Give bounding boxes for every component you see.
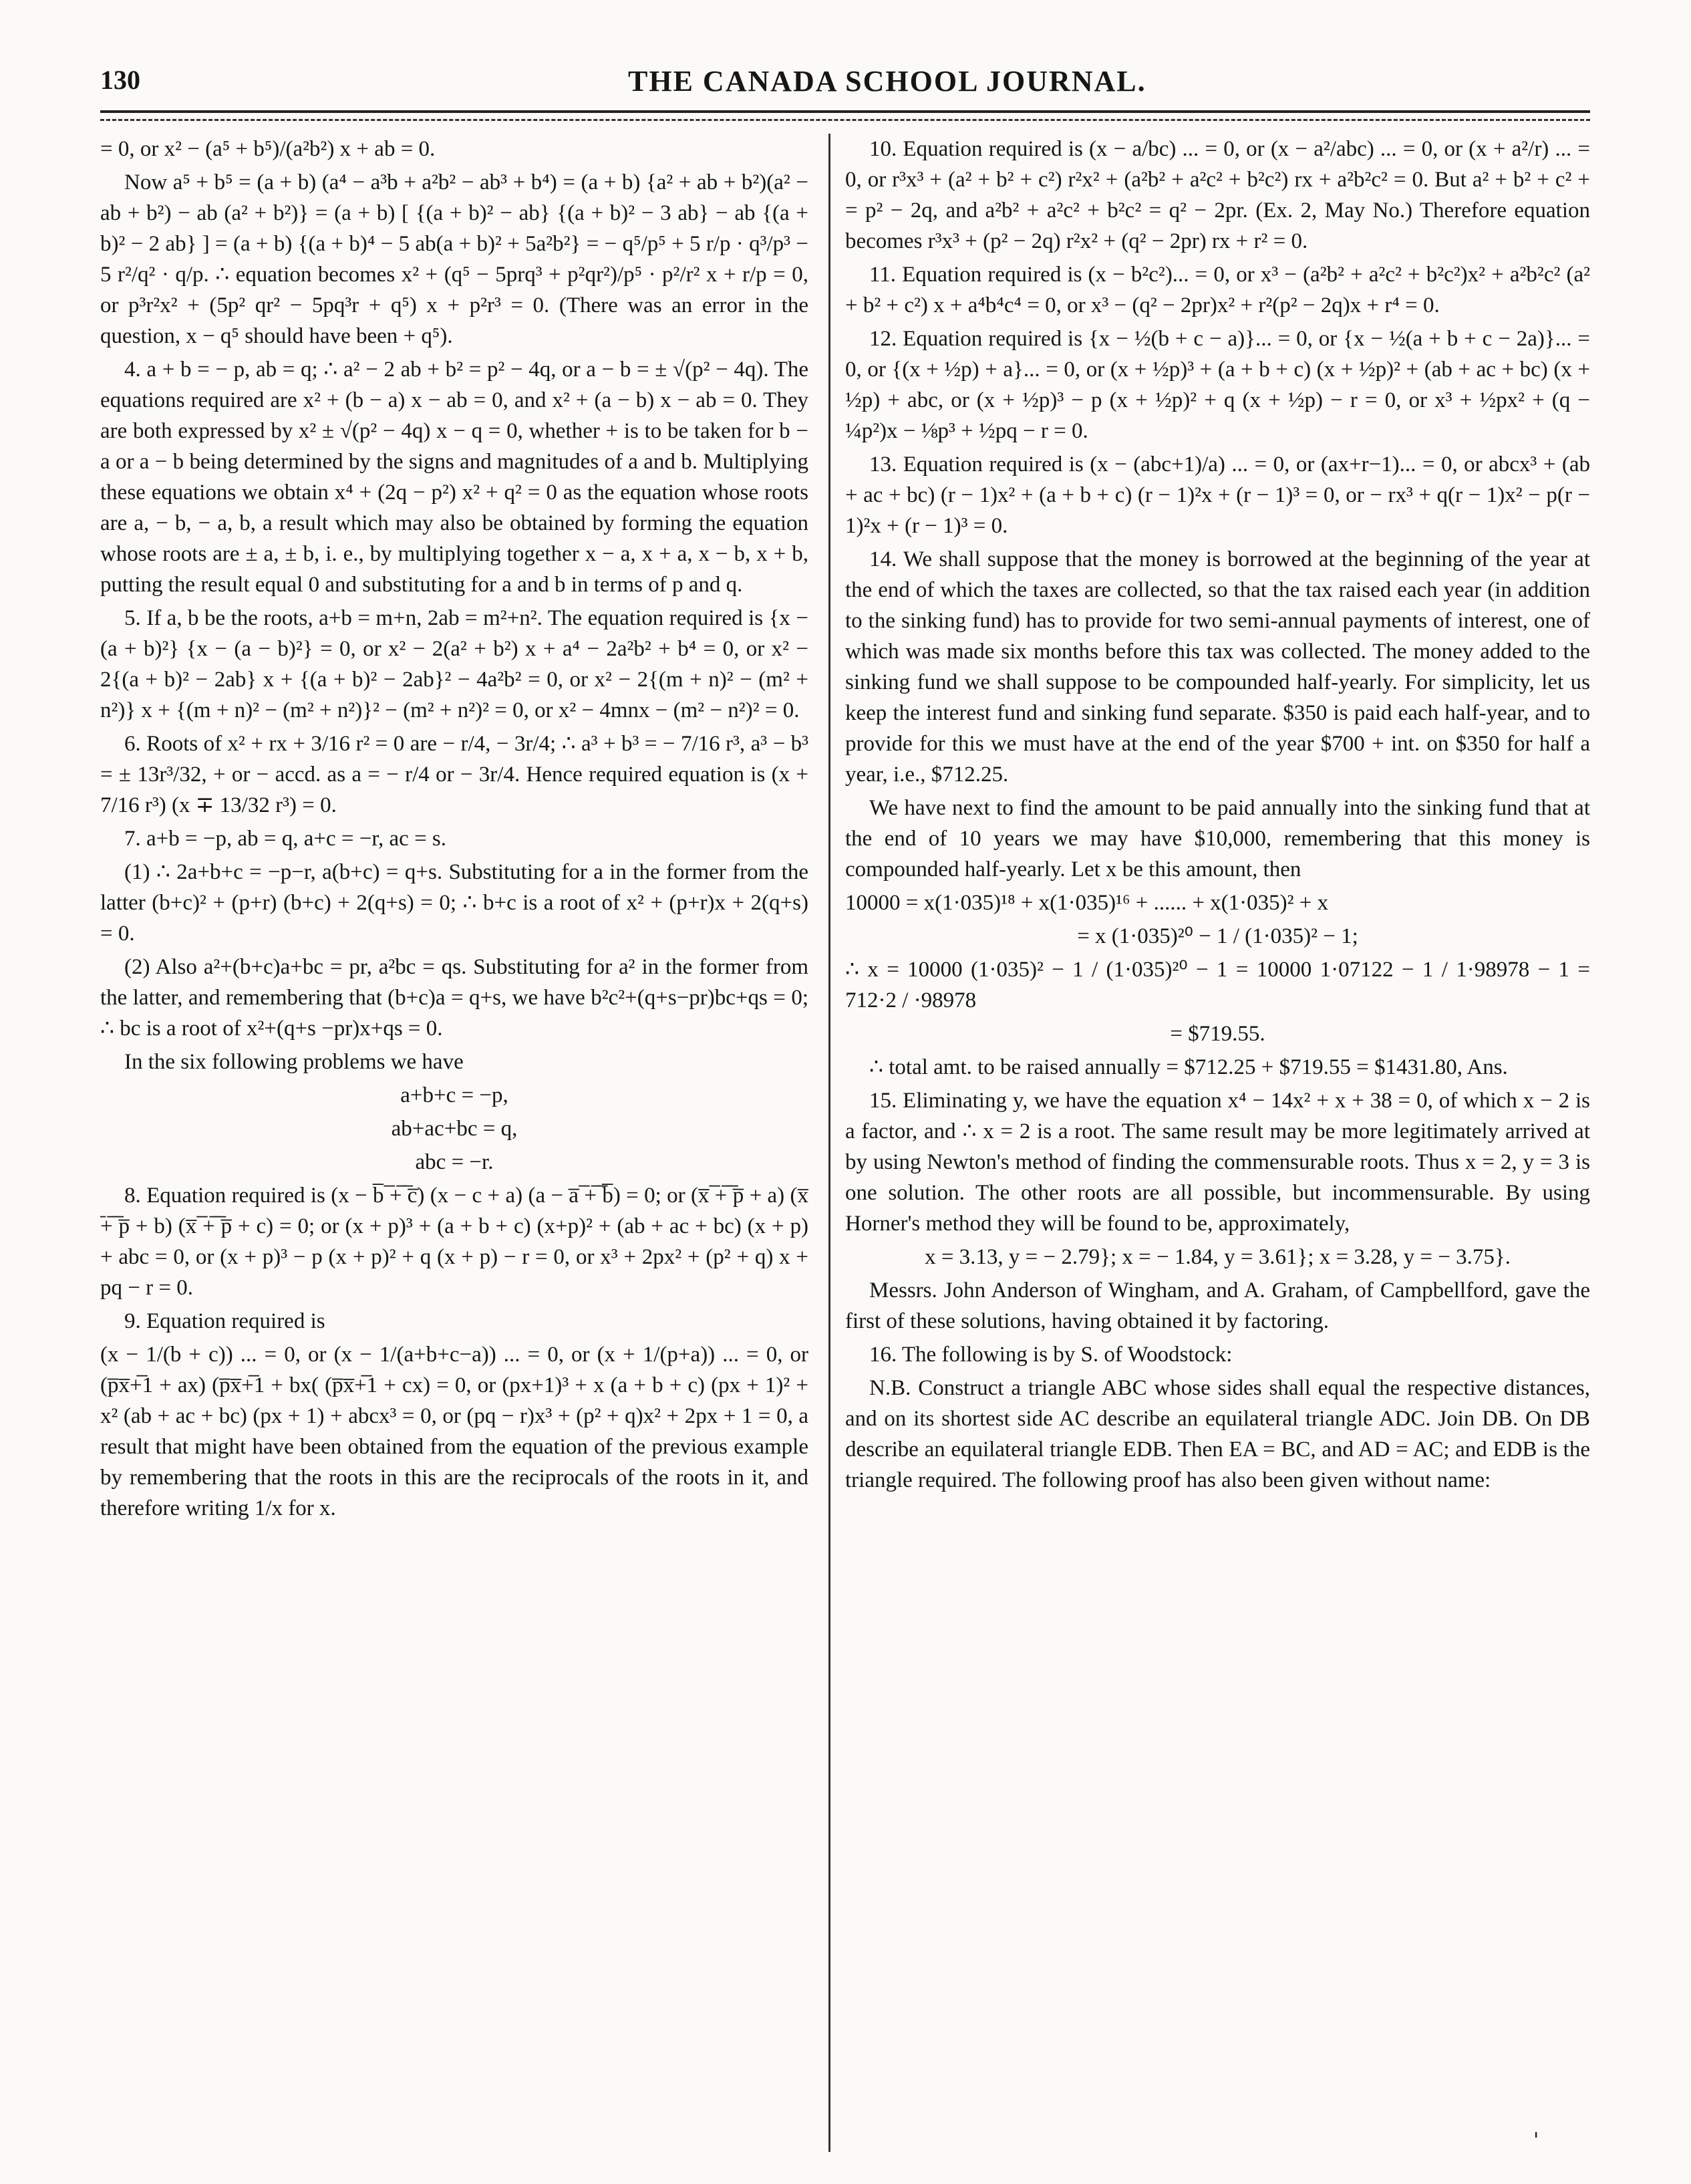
paragraph: 7. a+b = −p, ab = q, a+c = −r, ac = s. bbox=[124, 827, 447, 851]
equation-line: a+b+c = −p, bbox=[400, 1083, 508, 1107]
paragraph: (2) Also a²+(b+c)a+bc = pr, a²bc = qs. Substituting for a² in the former from the latter, and remembering that (b+c)a = q+s, we have b²c²+(q+s−pr)bc+qs = 0; ∴ bc is a root of x²+(q+s −pr)x+qs = 0. bbox=[100, 955, 808, 1041]
page-number: 130 bbox=[100, 65, 140, 95]
left-column bbox=[100, 134, 808, 2152]
paragraph: (1) ∴ 2a+b+c = −p−r, a(b+c) = q+s. Substituting for a in the former from the latter (b+c)² + (p+r) (b+c) + 2(q+s) = 0; ∴ b+c is a root of x² + (p+r)x + 2(q+s) = 0. bbox=[100, 860, 808, 946]
paragraph: We have next to find the amount to be paid annually into the sinking fund that at the end of 10 years we may have $10,000, remembering that this money is compounded half-yearly. Let x be this amount, then bbox=[845, 796, 1590, 881]
paragraph: N.B. Construct a triangle ABC whose sides shall equal the respective distances, and on its shortest side AC describe an equilateral triangle ADC. Join DB. On DB describe an equilateral triangle EDB. Then EA = BC, and AD = AC; and EDB is the triangle required. The following proof has also been given without name: bbox=[845, 1376, 1590, 1492]
header-rule bbox=[100, 110, 1590, 113]
header-dashed-rule bbox=[100, 119, 1590, 121]
equation-line: ∴ x = 10000 (1·035)² − 1 / (1·035)²⁰ − 1 = 10000 1·07122 − 1 / 1·98978 − 1 = 712·2 / ·98978 bbox=[845, 958, 1590, 1012]
right-column bbox=[845, 134, 1590, 2152]
paragraph: In the six following problems we have bbox=[124, 1050, 464, 1074]
paragraph: (x − 1/(b + c)) ... = 0, or (x − 1/(a+b+c−a)) ... = 0, or (x + 1/(p+a)) ... = 0, or (p̅x̅+̅1 + ax) (p̅x̅+̅1 + bx( (p̅x̅+̅1 + cx) = 0, or (px+1)³ + x (a + b + c) (px + 1)² + x² (ab + ac + bc) (px + 1) + abcx³ = 0, or (pq − r)x³ + (p² + q)x² + 2px + 1 = 0, a result that might have been obtained from the equation of the previous example by remembering that the roots in this are the reciprocals of the roots in it, and therefore writing 1/x for x. bbox=[100, 1343, 808, 1520]
paragraph: 4. a + b = − p, ab = q; ∴ a² − 2 ab + b² = p² − 4q, or a − b = ± √(p² − 4q). The equations required are x² + (b − a) x − ab = 0, and x² + (a − b) x − ab = 0. They are both expressed by x² ± √(p² − 4q) x − q = 0, whether + is to be taken for b − a or a − b being determined by the signs and magnitudes of a and b. Multiplying these equations we obtain x⁴ + (2q − p²) x² + q² = 0 as the equation whose roots are a, − b, − a, b, a result which may also be obtained by forming the equation whose roots are ± a, ± b, i. e., by multiplying together x − a, x + a, x − b, x + b, putting the result equal 0 and substituting for a and b in terms of p and q. bbox=[100, 358, 808, 597]
paragraph: 12. Equation required is {x − ½(b + c − a)}... = 0, or {x − ½(a + b + c − 2a)}... = 0, or {(x + ½p) + a}... = 0, or (x + ½p)³ + (a + b + c) (x + ½p)² + (ab + ac + bc) (x + ½p) + abc, or (x + ½p)³ − p (x + ½p)² + q (x + ½p) − r = 0, or x³ + ½px² + (q − ¼p²)x − ⅛p³ + ½pq − r = 0. bbox=[845, 327, 1590, 443]
paragraph: 15. Eliminating y, we have the equation x⁴ − 14x² + x + 38 = 0, of which x − 2 is a factor, and ∴ x = 2 is a root. The same result may be more legitimately arrived at by using Newton's method of finding the commensurable roots. Thus x = 2, y = 3 is one solution. The other roots are all possible, but incommensurable. By using Horner's method they will be found to be, approximately, bbox=[845, 1089, 1590, 1236]
footer-mark: ' bbox=[1533, 2129, 1539, 2152]
journal-title: THE CANADA SCHOOL JOURNAL. bbox=[628, 65, 1146, 98]
paragraph: Now a⁵ + b⁵ = (a + b) (a⁴ − a³b + a²b² − ab³ + b⁴) = (a + b) {a² + ab + b²)(a² − ab + b²) − ab (a² + b²)} = (a + b) [ {(a + b)² − ab} {(a + b)² − 3 ab} − ab {(a + b)² − 2 ab} ] = (a + b) {(a + b)⁴ − 5 ab(a + b)² + 5a²b²} = − q⁵/p⁵ + 5 r/p · q³/p³ − 5 r²/q² · q/p. ∴ equation becomes x² + (q⁵ − 5prq³ + p²qr²)/p⁵ · p²/r² x + r/p = 0, or p³r²x² + (5p² qr² − 5pq³r + q⁵) x + p²r³ = 0. (There was an error in the question, x − q⁵ should have been + q⁵). bbox=[100, 170, 808, 348]
paragraph: 9. Equation required is bbox=[124, 1309, 325, 1333]
paragraph: 13. Equation required is (x − (abc+1)/a) ... = 0, or (ax+r−1)... = 0, or abcx³ + (ab + ac + bc) (r − 1)x² + (a + b + c) (r − 1)²x + (r − 1)³ = 0, or − rx³ + q(r − 1)x² − p(r − 1)²x + (r − 1)³ = 0. bbox=[845, 452, 1590, 538]
paragraph: 5. If a, b be the roots, a+b = m+n, 2ab = m²+n². The equation required is {x − (a + b)²} {x − (a − b)²} = 0, or x² − 2(a² + b²) x + a⁴ − 2a²b² + b⁴ = 0, or x² − 2{(a + b)² − 2ab} x + {(a + b)² − 2ab}² − 4a²b² = 0, or x² − 2{(m + n)² − (m² + n²)} x + {(m + n)² − (m² + n²)}² − (m² + n²)² = 0, or x² − 4mnx − (m² − n²)² = 0. bbox=[100, 606, 808, 722]
column-divider bbox=[828, 134, 830, 2152]
paragraph: 14. We shall suppose that the money is borrowed at the beginning of the year at the end of which the taxes are collected, so that the tax raised each year (in addition to the sinking fund) has to provide for two semi-annual payments of interest, one of which was made six months before this tax was collected. The money added to the sinking fund we shall suppose to be compounded half-yearly. For simplicity, let us keep the interest fund and sinking fund separate. $350 is paid each half-year, and to provide for this we must have at the end of the year $700 + int. on $350 for half a year, i.e., $712.25. bbox=[845, 547, 1590, 787]
paragraph: 6. Roots of x² + rx + 3/16 r² = 0 are − r/4, − 3r/4; ∴ a³ + b³ = − 7/16 r³, a³ − b³ = ± 13r³/32, + or − accd. as a = − r/4 or − 3r/4. Hence required equation is (x + 7/16 r³) (x ∓ 13/32 r³) = 0. bbox=[100, 732, 808, 817]
paragraph: 11. Equation required is (x − b²c²)... = 0, or x³ − (a²b² + a²c² + b²c²)x² + a²b²c² (a² + b² + c²) x + a⁴b⁴c⁴ = 0, or x³ − (q² − 2pr)x² + r²(p² − 2q)x + r⁴ = 0. bbox=[845, 263, 1590, 317]
paragraph: ∴ total amt. to be raised annually = $712.25 + $719.55 = $1431.80, Ans. bbox=[869, 1055, 1508, 1079]
paragraph: = 0, or x² − (a⁵ + b⁵)/(a²b²) x + ab = 0. bbox=[100, 137, 436, 161]
paragraph: Messrs. John Anderson of Wingham, and A. Graham, of Campbellford, gave the first of these solutions, having obtained it by factoring. bbox=[845, 1278, 1590, 1333]
equation-line: 10000 = x(1·035)¹⁸ + x(1·035)¹⁶ + ...... + x(1·035)² + x bbox=[845, 891, 1329, 915]
equation-line: = x (1·035)²⁰ − 1 / (1·035)² − 1; bbox=[1077, 924, 1358, 948]
equation-line: ab+ac+bc = q, bbox=[391, 1117, 518, 1141]
paragraph: 16. The following is by S. of Woodstock: bbox=[869, 1343, 1233, 1367]
paragraph: 10. Equation required is (x − a/bc) ... = 0, or (x − a²/abc) ... = 0, or (x + a²/r) ... = 0, or r³x³ + (a² + b² + c²) r²x² + (a²b² + a²c² + b²c²) rx + a²b²c² = 0. But a² + b² + c² + = p² − 2q, and a²b² + a²c² + b²c² = q² − 2pr. (Ex. 2, May No.) Therefore equation becomes r³x³ + (p² − 2q) r²x² + (q² − 2pr) rx + r² = 0. bbox=[845, 137, 1590, 253]
paragraph: 8. Equation required is (x − b̅ ̅+̅ ̅c̅) (x − c + a) (a − a̅ ̅+̅ ̅b̅) = 0; or (x̅ ̅+̅ ̅p̅ + a) (x̅ ̅+̅ ̅p̅ + b) (x̅ ̅+̅ ̅p̅ + c) = 0; or (x + p)³ + (a + b + c) (x+p)² + (ab + ac + bc) (x + p) + abc = 0, or (x + p)³ − p (x + p)² + q (x + p) − r = 0, or x³ + 2px² + (p² + q) x + pq − r = 0. bbox=[100, 1184, 808, 1300]
equation-line: = $719.55. bbox=[1170, 1022, 1265, 1046]
equation-line: x = 3.13, y = − 2.79}; x = − 1.84, y = 3.61}; x = 3.28, y = − 3.75}. bbox=[925, 1245, 1511, 1269]
page-header bbox=[100, 64, 1590, 104]
equation-line: abc = −r. bbox=[415, 1150, 494, 1174]
